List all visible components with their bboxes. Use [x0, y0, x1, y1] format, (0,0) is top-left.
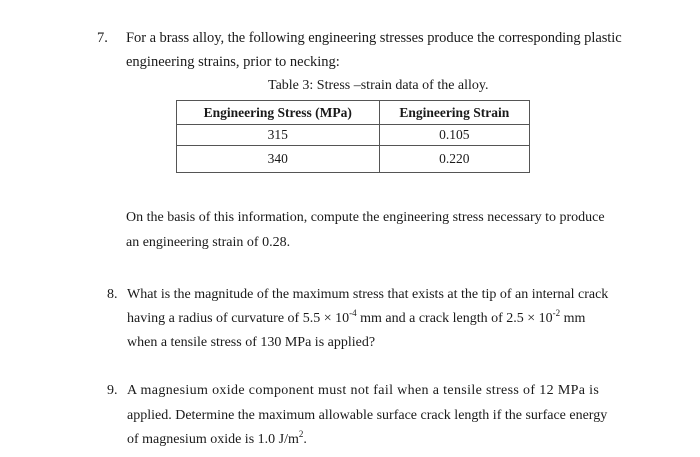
question-8-line-1: What is the magnitude of the maximum stress that exists at the tip of an internal crack: [127, 287, 609, 302]
question-7-follow-line-2: an engineering strain of 0.28.: [126, 235, 291, 250]
table-header-strain: Engineering Strain: [379, 101, 529, 125]
table-row: [177, 125, 530, 146]
table-cell-strain: 0.105: [379, 125, 529, 146]
question-8-line-3: when a tensile stress of 130 MPa is applied?: [127, 335, 376, 350]
question-7-number: 7.: [97, 30, 108, 46]
question-9-line-3-part-a: of magnesium oxide is 1.0 J/m: [127, 432, 299, 447]
exponent: -4: [349, 308, 357, 318]
exponent: 2: [298, 429, 304, 439]
question-9-line-3-part-b: .: [303, 432, 307, 447]
question-9-line-1: A magnesium oxide component must not fail when a tensile stress of 12 MPa is: [127, 383, 600, 398]
exponent: -2: [552, 308, 561, 318]
table-cell-stress: 315: [177, 125, 380, 146]
table-row: [177, 146, 530, 173]
table-caption: Table 3: Stress –strain data of the alloy.: [268, 78, 489, 93]
question-8-line-2: [127, 308, 586, 327]
table-cell-stress: 340: [177, 146, 380, 173]
question-9-number: 9.: [107, 383, 118, 398]
question-8-line-2-part-c: mm: [560, 311, 586, 326]
question-7-line-1: For a brass alloy, the following engineering stresses produce the corresponding plastic: [126, 30, 622, 46]
stress-strain-table: [176, 100, 530, 173]
question-7-line-2: engineering strains, prior to necking:: [126, 54, 340, 70]
table-header-stress: Engineering Stress (MPa): [177, 101, 380, 125]
question-7-follow-line-1: On the basis of this information, compute the engineering stress necessary to produce: [126, 210, 605, 225]
question-8-line-2-part-a: having a radius of curvature of 5.5 × 10: [127, 311, 350, 326]
question-8-line-2-part-b: mm and a crack length of 2.5 × 10: [356, 311, 553, 326]
table-cell-strain: 0.220: [379, 146, 529, 173]
question-8-number: 8.: [107, 287, 118, 302]
table-header-row: [177, 101, 530, 125]
question-9-line-2: applied. Determine the maximum allowable surface crack length if the surface energy: [127, 408, 608, 423]
question-9-line-3: [127, 429, 307, 448]
